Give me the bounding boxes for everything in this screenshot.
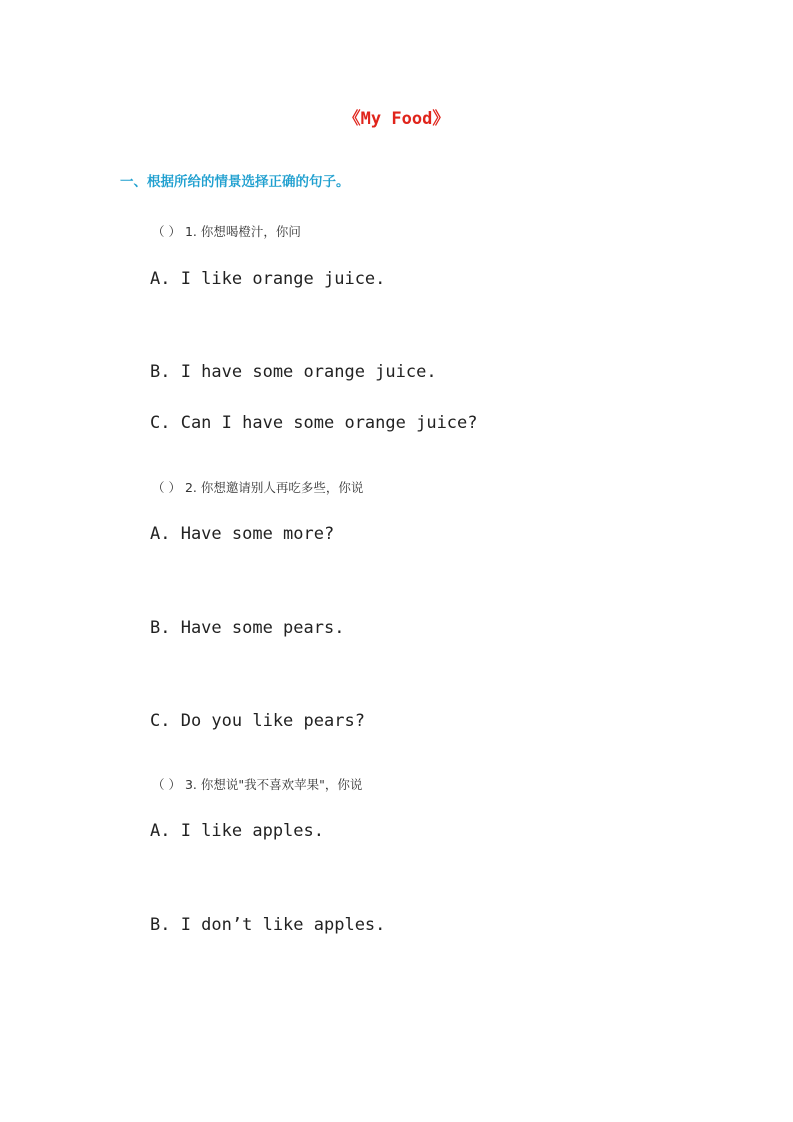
- question-2-prompt: （ ） 2. 你想邀请别人再吃多些，你说: [152, 480, 364, 495]
- document-title: 《My Food》: [343, 109, 450, 129]
- question-3-prompt: （ ） 3. 你想说"我不喜欢苹果"，你说: [152, 777, 363, 792]
- question-3-option-a: A. I like apples.: [150, 821, 324, 841]
- question-2-option-a: A. Have some more?: [150, 524, 335, 544]
- question-1-option-c: C. Can I have some orange juice?: [150, 413, 478, 433]
- question-3-option-b: B. I don’t like apples.: [150, 915, 386, 935]
- section-heading: 一、根据所给的情景选择正确的句子。: [120, 174, 350, 190]
- question-2-option-c: C. Do you like pears?: [150, 711, 365, 731]
- question-2-option-b: B. Have some pears.: [150, 618, 345, 638]
- question-1-prompt: （ ） 1. 你想喝橙汁，你问: [152, 224, 301, 239]
- question-1-option-b: B. I have some orange juice.: [150, 362, 437, 382]
- question-1-option-a: A. I like orange juice.: [150, 269, 386, 289]
